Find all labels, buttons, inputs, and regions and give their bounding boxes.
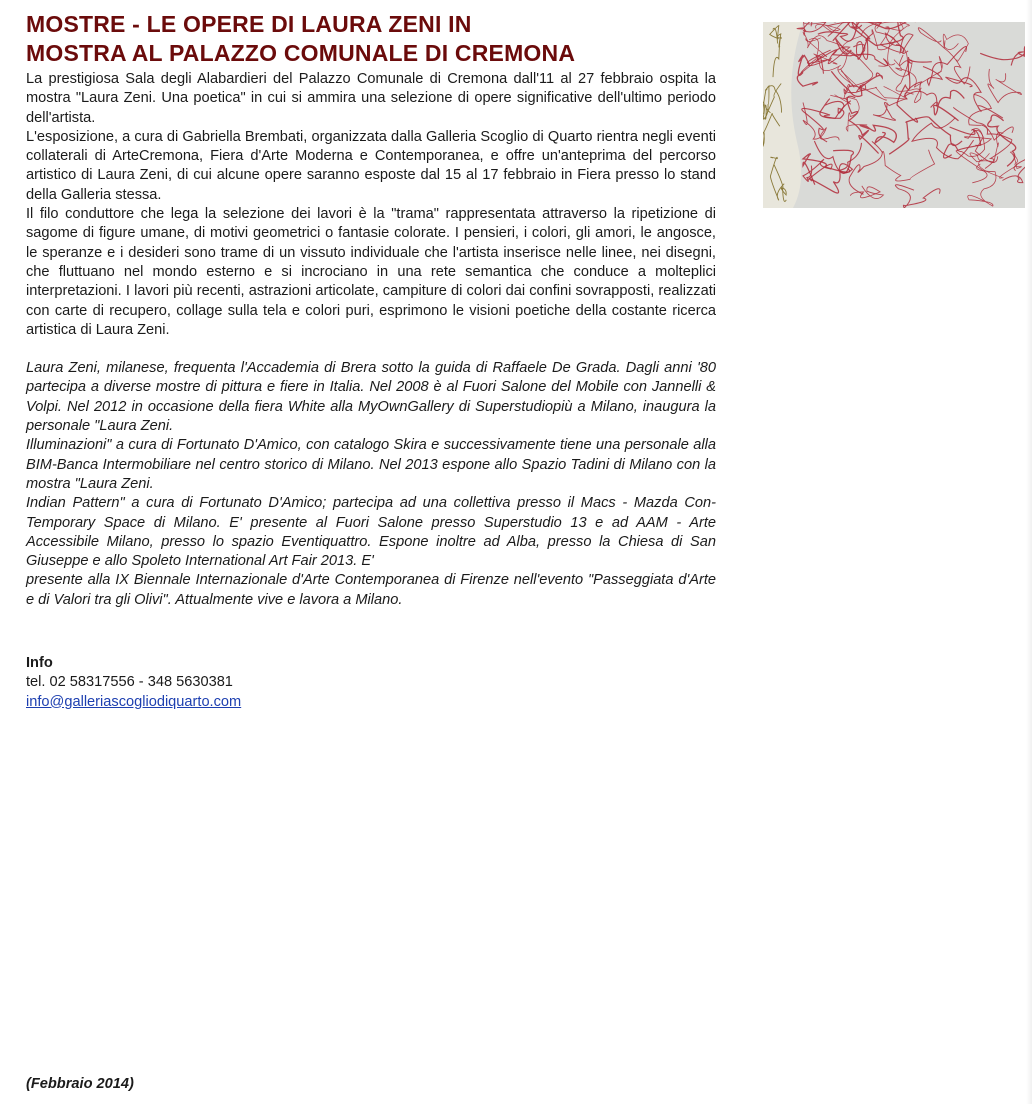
artwork-image: [763, 22, 1025, 208]
artwork-stroke: [849, 141, 882, 194]
artist-bio: [26, 359, 716, 610]
artwork-stroke: [816, 22, 867, 36]
publication-date: (Febbraio 2014): [26, 1076, 134, 1092]
artwork-stroke: [943, 34, 968, 61]
article-body: [26, 70, 716, 340]
bio-paragraph: Laura Zeni, milanese, frequenta l'Accademia di Brera sotto la guida di Raffaele De Grada. Dagli anni '80 partecipa a diverse mostre di pittura e fiere in Italia. Nel 2008 è al Fuori Salone del Mobile con Jannelli & Volpi. Nel 2012 in occasione della fiera White alla MyOwnGallery di Superstudiopiù a Milano, inaugura la personale "Laura Zeni.: [26, 360, 716, 435]
artwork-stroke: [802, 101, 851, 142]
artwork-stroke: [820, 99, 844, 119]
artwork-stroke: [980, 47, 1025, 66]
bio-paragraph: Illuminazioni" a cura di Fortunato D'Amico, con catalogo Skira e successivamente tiene una personale alla BIM-Banca Intermobiliare nel centro storico di Milano. Nel 2013 espone allo Spazio Tadini di Milano con la mostra "Laura Zeni.: [26, 437, 716, 492]
article: [26, 10, 716, 712]
artwork-stroke: [988, 69, 1022, 103]
artwork-stroke: [946, 77, 1003, 118]
article-paragraph: La prestigiosa Sala degli Alabardieri del Palazzo Comunale di Cremona dall'11 al 27 febbraio ospita la mostra "Laura Zeni. Una poetica" in cui si ammira una selezione di opere significative dell'ultimo periodo dell'artista.: [26, 71, 716, 126]
info-phone: tel. 02 58317556 - 348 5630381: [26, 674, 233, 691]
artwork-stroke: [850, 186, 883, 199]
article-title-line-2: MOSTRA AL PALAZZO COMUNALE DI CREMONA: [26, 40, 576, 66]
window-edge: [1026, 0, 1032, 1104]
article-title-line-1: MOSTRE - LE OPERE DI LAURA ZENI IN: [26, 11, 472, 37]
artwork-stroke: [803, 159, 832, 181]
artwork-stroke: [897, 57, 932, 122]
artwork-stroke: [882, 150, 934, 181]
artwork-stroke: [895, 185, 940, 208]
artwork-stroke: [889, 117, 962, 154]
article-paragraph: Il filo conduttore che lega la selezione dei lavori è la "trama" rappresentata attraverso la ripetizione di sagome di figure umane, di motivi geometrici o fantasie colorate. I pensieri, i colori, gli amori, le angosce, le speranze e i desideri sono trame di un vissuto individuale che l'artista inserisce nelle linee, nei disegni, che fluttuano nel mondo esterno e si incrociano in una rete semantica che conduce a molteplici interpretazioni. I lavori più recenti, astrazioni articolate, campiture di colori dai confini sovrapposti, realizzati con carte di recupero, collage sulla tela e colori puri, esprimono le visioni poetiche della costante ricerca artistica di Laura Zeni.: [26, 206, 716, 338]
artwork-canvas-band: [763, 22, 803, 208]
artwork-stroke: [814, 141, 861, 173]
bio-paragraph: Indian Pattern" a cura di Fortunato D'Amico; partecipa ad una collettiva presso il Macs - Mazda Con-Temporary Space di Milano. E' presente al Fuori Salone presso Superstudio 13 e ad AAM - Arte Accessibile Milano, presso lo spazio Eventiquattro. Espone inoltre ad Alba, presso la Chiesa di San Giuseppe e allo Spoleto International Art Fair 2013. E': [26, 495, 716, 570]
article-paragraph: L'esposizione, a cura di Gabriella Brembati, organizzata dalla Galleria Scoglio di Quarto rientra negli eventi collaterali di ArteCremona, Fiera d'Arte Moderna e Contemporanea, e offre un'anteprima del percorso artistico di Laura Zeni, di cui alcune opere saranno esposte dal 15 al 17 febbraio in Fiera presso lo stand della Galleria stessa.: [26, 128, 716, 203]
artwork-drawing: [763, 22, 1025, 208]
info-email-link[interactable]: info@galleriascogliodiquarto.com: [26, 693, 242, 710]
artwork-stroke: [968, 164, 996, 206]
artwork-stroke: [807, 47, 849, 66]
artwork-stroke: [912, 118, 974, 159]
info-section: [26, 654, 716, 712]
artwork-stroke: [803, 103, 839, 141]
article-title: [26, 10, 716, 68]
artwork-stroke: [817, 50, 888, 74]
artwork-stroke: [944, 127, 981, 158]
bio-paragraph: presente alla IX Biennale Internazionale d'Arte Contemporanea di Firenze nell'evento "Passeggiata d'Arte e di Valori tra gli Olivi". Attualmente vive e lavora a Milano.: [26, 572, 716, 608]
artwork-stroke: [934, 90, 965, 120]
artwork-stroke: [979, 152, 1022, 178]
artwork-stroke: [1002, 159, 1025, 182]
info-label: Info: [26, 655, 53, 672]
artwork-stroke: [904, 82, 938, 108]
artwork-stroke: [831, 71, 882, 96]
